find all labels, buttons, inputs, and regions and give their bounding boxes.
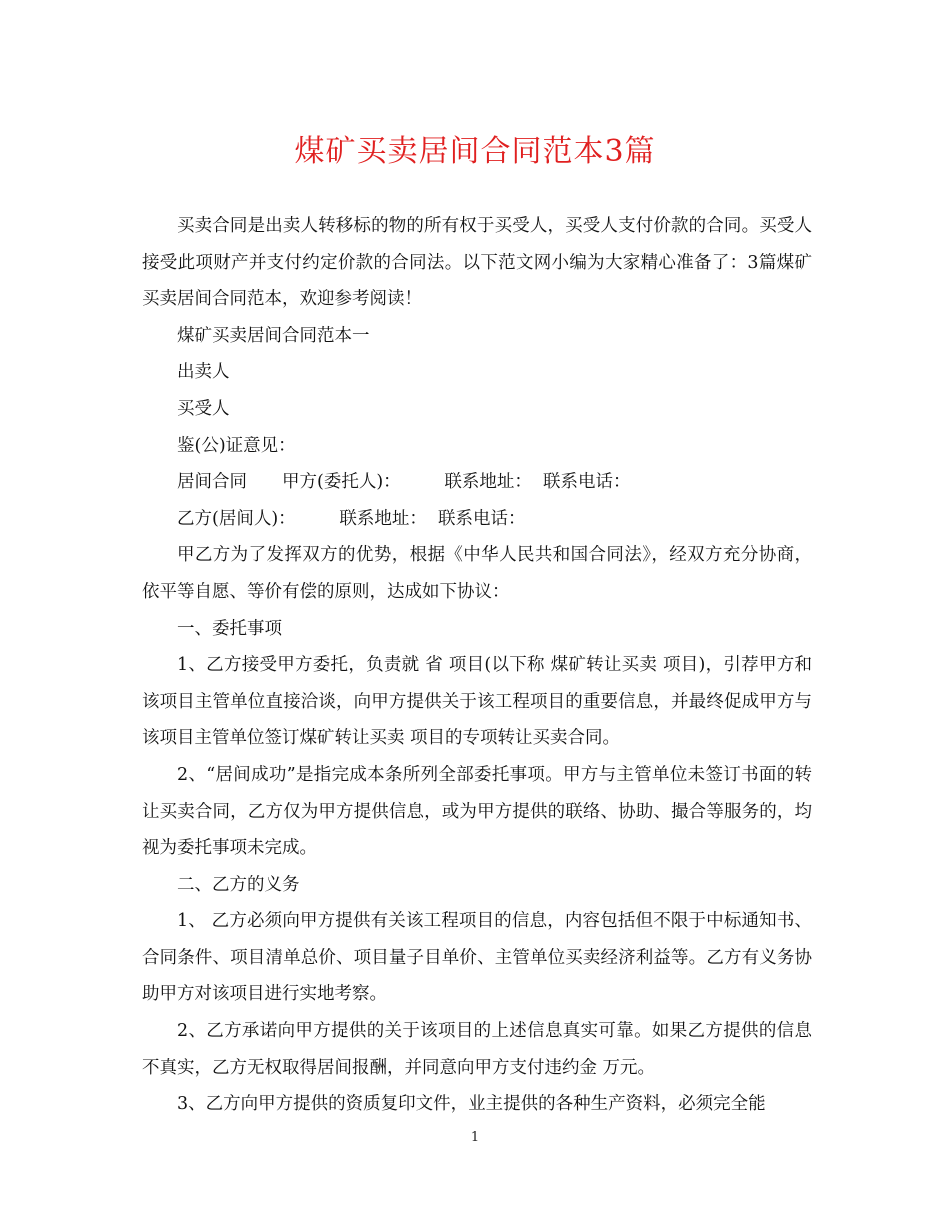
paragraph-preamble: 甲乙方为了发挥双方的优势，根据《中华人民共和国合同法》，经双方充分协商，依平等自愿、等价有偿的原则，达成如下协议：	[142, 545, 812, 602]
paragraph-notary-opinion: 鉴(公)证意见：	[177, 435, 296, 456]
paragraph-intro: 买卖合同是出卖人转移标的物的所有权于买受人，买受人支付价款的合同。买受人接受此项财产并支付约定价款的合同法。以下范文网小编为大家精心准备了：3篇煤矿买卖居间合同范本，欢迎参考阅读！	[142, 216, 812, 310]
document-title: 煤矿买卖居间合同范本3篇	[294, 134, 656, 169]
paragraph-seller: 出卖人	[177, 362, 230, 383]
paragraph-clause-2-2: 2、乙方承诺向甲方提供的关于该项目的上述信息真实可靠。如果乙方提供的信息不真实，乙方无权取得居间报酬，并同意向甲方支付违约金 万元。	[142, 1021, 812, 1078]
paragraph-party-b: 乙方(居间人)： 联系地址： 联系电话：	[177, 508, 526, 529]
heading-entrusted-matters: 一、委托事项	[177, 618, 282, 639]
paragraph-section-heading: 煤矿买卖居间合同范本一	[177, 325, 370, 346]
heading-party-b-obligations: 二、乙方的义务	[177, 874, 300, 895]
paragraph-clause-1-1: 1、乙方接受甲方委托，负责就 省 项目(以下称 煤矿转让买卖 项目)，引荐甲方和该项目主管单位直接洽谈，向甲方提供关于该工程项目的重要信息，并最终促成甲方与该项目主管单位签订煤矿转让买卖 项目的专项转让买卖合同。	[142, 655, 812, 749]
paragraph-clause-2-3: 3、乙方向甲方提供的资质复印文件，业主提供的各种生产资料，必须完全能	[177, 1094, 766, 1115]
paragraph-clause-1-2: 2、“居间成功”是指完成本条所列全部委托事项。甲方与主管单位未签订书面的转让买卖合同，乙方仅为甲方提供信息，或为甲方提供的联络、协助、撮合等服务的，均视为委托事项未完成。	[142, 764, 812, 859]
paragraph-clause-2-1: 1、 乙方必须向甲方提供有关该工程项目的信息，内容包括但不限于中标通知书、合同条件、项目清单总价、项目量子目单价、主管单位买卖经济利益等。乙方有义务协助甲方对该项目进行实地考察。	[142, 911, 812, 1005]
paragraph-party-a: 居间合同 甲方(委托人)： 联系地址： 联系电话：	[177, 472, 631, 493]
page-number: 1	[470, 1130, 480, 1145]
paragraph-buyer: 买受人	[177, 398, 230, 419]
document-body	[142, 208, 812, 1123]
